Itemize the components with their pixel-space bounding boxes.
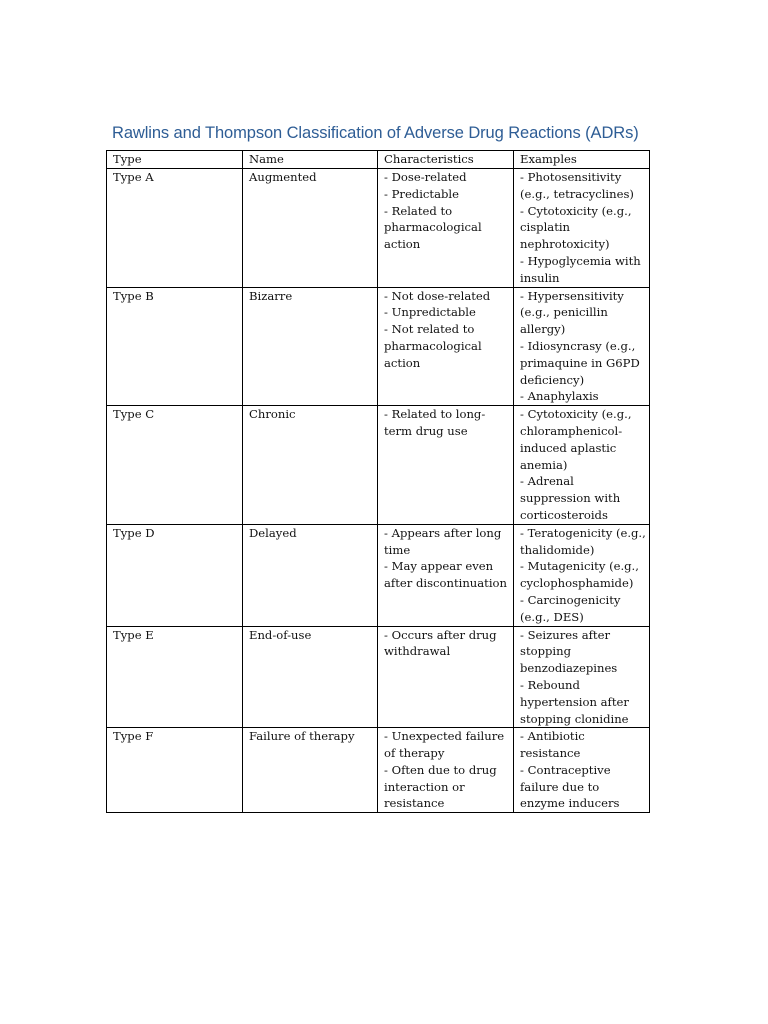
table-row <box>107 169 650 288</box>
table-row <box>107 287 650 406</box>
cell-type: Type C <box>107 406 243 525</box>
cell-characteristics <box>378 626 514 728</box>
example-item: - Antibiotic resistance <box>520 729 585 761</box>
table-header-row <box>107 151 650 169</box>
cell-examples <box>514 626 650 728</box>
characteristic-item: - Predictable <box>384 186 459 201</box>
characteristic-item: - Occurs after drug withdrawal <box>384 627 497 659</box>
example-item: - Adrenal suppression with corticosteroids <box>520 474 621 522</box>
example-item: - Photosensitivity (e.g., tetracyclines) <box>520 170 634 201</box>
characteristic-item: - Related to pharmacological action <box>384 203 482 252</box>
cell-name: End-of-use <box>243 626 378 728</box>
table-row <box>107 406 650 525</box>
characteristic-item: - Not dose-related <box>384 288 491 303</box>
cell-name: Augmented <box>243 169 378 288</box>
cell-type: Type F <box>107 728 243 813</box>
example-item: - Seizures after stopping benzodiazepines <box>520 627 618 676</box>
table-row <box>107 524 650 626</box>
characteristic-item: - Unexpected failure of therapy <box>384 729 505 761</box>
characteristic-item: - Dose-related <box>384 170 467 184</box>
characteristic-item: - Often due to drug interaction or resistance <box>384 762 497 811</box>
cell-characteristics <box>378 169 514 288</box>
example-item: - Teratogenicity (e.g., thalidomide) <box>520 525 646 557</box>
header-examples: Examples <box>514 151 650 169</box>
cell-examples <box>514 524 650 626</box>
cell-name: Failure of therapy <box>243 728 378 813</box>
cell-characteristics <box>378 524 514 626</box>
cell-type: Type D <box>107 524 243 626</box>
table-row <box>107 626 650 728</box>
cell-examples <box>514 287 650 406</box>
cell-examples <box>514 406 650 525</box>
header-characteristics: Characteristics <box>378 151 514 169</box>
header-name: Name <box>243 151 378 169</box>
adr-classification-table <box>106 150 650 813</box>
example-item: - Contraceptive failure due to enzyme inducers <box>520 762 620 811</box>
example-item: - Cytotoxicity (e.g., chloramphenicol-induced aplastic anemia) <box>520 407 632 472</box>
example-item: - Carcinogenicity (e.g., DES) <box>520 592 621 624</box>
example-item: - Anaphylaxis <box>520 389 599 404</box>
table-row <box>107 728 650 813</box>
example-item: - Rebound hypertension after stopping clonidine <box>520 677 629 726</box>
characteristic-item: - Not related to pharmacological action <box>384 322 482 370</box>
example-item: - Mutagenicity (e.g., cyclophosphamide) <box>520 559 639 591</box>
example-item: - Hypersensitivity (e.g., penicillin allergy) <box>520 288 624 337</box>
cell-characteristics <box>378 728 514 813</box>
cell-type: Type B <box>107 287 243 406</box>
cell-examples <box>514 169 650 288</box>
cell-name: Chronic <box>243 406 378 525</box>
cell-examples <box>514 728 650 813</box>
cell-type: Type A <box>107 169 243 288</box>
characteristic-item: - Unpredictable <box>384 305 476 320</box>
header-type: Type <box>107 151 243 169</box>
example-item: - Hypoglycemia with insulin <box>520 253 641 285</box>
document-title: Rawlins and Thompson Classification of Adverse Drug Reactions (ADRs) <box>112 124 639 142</box>
example-item: - Cytotoxicity (e.g., cisplatin nephrotoxicity) <box>520 203 632 252</box>
cell-type: Type E <box>107 626 243 728</box>
example-item: - Idiosyncrasy (e.g., primaquine in G6PD deficiency) <box>520 338 640 387</box>
characteristic-item: - Appears after long time <box>384 525 502 557</box>
characteristic-item: - May appear even after discontinuation <box>384 559 507 591</box>
cell-name: Bizarre <box>243 287 378 406</box>
cell-name: Delayed <box>243 524 378 626</box>
characteristic-item: - Related to long-term drug use <box>384 407 486 438</box>
cell-characteristics <box>378 287 514 406</box>
cell-characteristics <box>378 406 514 525</box>
